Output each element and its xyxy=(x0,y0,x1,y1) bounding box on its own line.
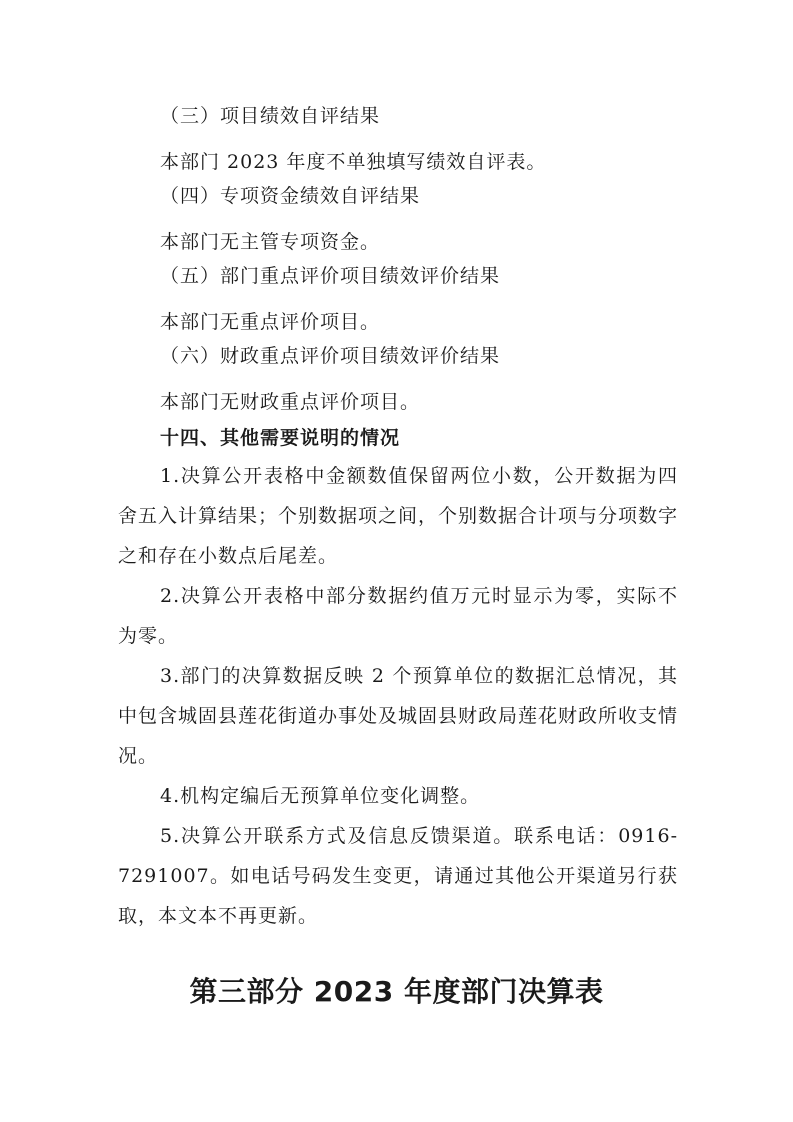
section-3-body: 本部门 2023 年度不单独填写绩效自评表。 xyxy=(160,151,547,173)
other-notes-heading: 十四、其他需要说明的情况 xyxy=(160,427,401,449)
note-item-4: 4.机构定编后无预算单位变化调整。 xyxy=(160,785,481,807)
section-4-body: 本部门无主管专项资金。 xyxy=(160,231,381,253)
note-item-3: 3.部门的决算数据反映 2 个预算单位的数据汇总情况，其中包含城固县莲花街道办事处及城固县财政局莲花财政所收支情况。 xyxy=(118,665,679,767)
section-4-heading: （四）专项资金绩效自评结果 xyxy=(160,185,421,207)
part-three-title: 第三部分 2023 年度部门决算表 xyxy=(189,975,604,1008)
section-5-heading: （五）部门重点评价项目绩效评价结果 xyxy=(160,265,501,287)
section-6-heading: （六）财政重点评价项目绩效评价结果 xyxy=(160,345,501,367)
note-item-1: 1.决算公开表格中金额数值保留两位小数，公开数据为四舍五入计算结果；个别数据项之间，个别数据合计项与分项数字之和存在小数点后尾差。 xyxy=(118,465,679,567)
section-6-body: 本部门无财政重点评价项目。 xyxy=(160,391,421,413)
section-5-body: 本部门无重点评价项目。 xyxy=(160,311,381,333)
section-3-heading: （三）项目绩效自评结果 xyxy=(160,105,381,127)
note-item-5: 5.决算公开联系方式及信息反馈渠道。联系电话：0916-7291007。如电话号码发生变更，请通过其他公开渠道另行获取，本文本不再更新。 xyxy=(118,825,678,927)
note-item-2: 2.决算公开表格中部分数据约值万元时显示为零，实际不为零。 xyxy=(118,585,678,647)
